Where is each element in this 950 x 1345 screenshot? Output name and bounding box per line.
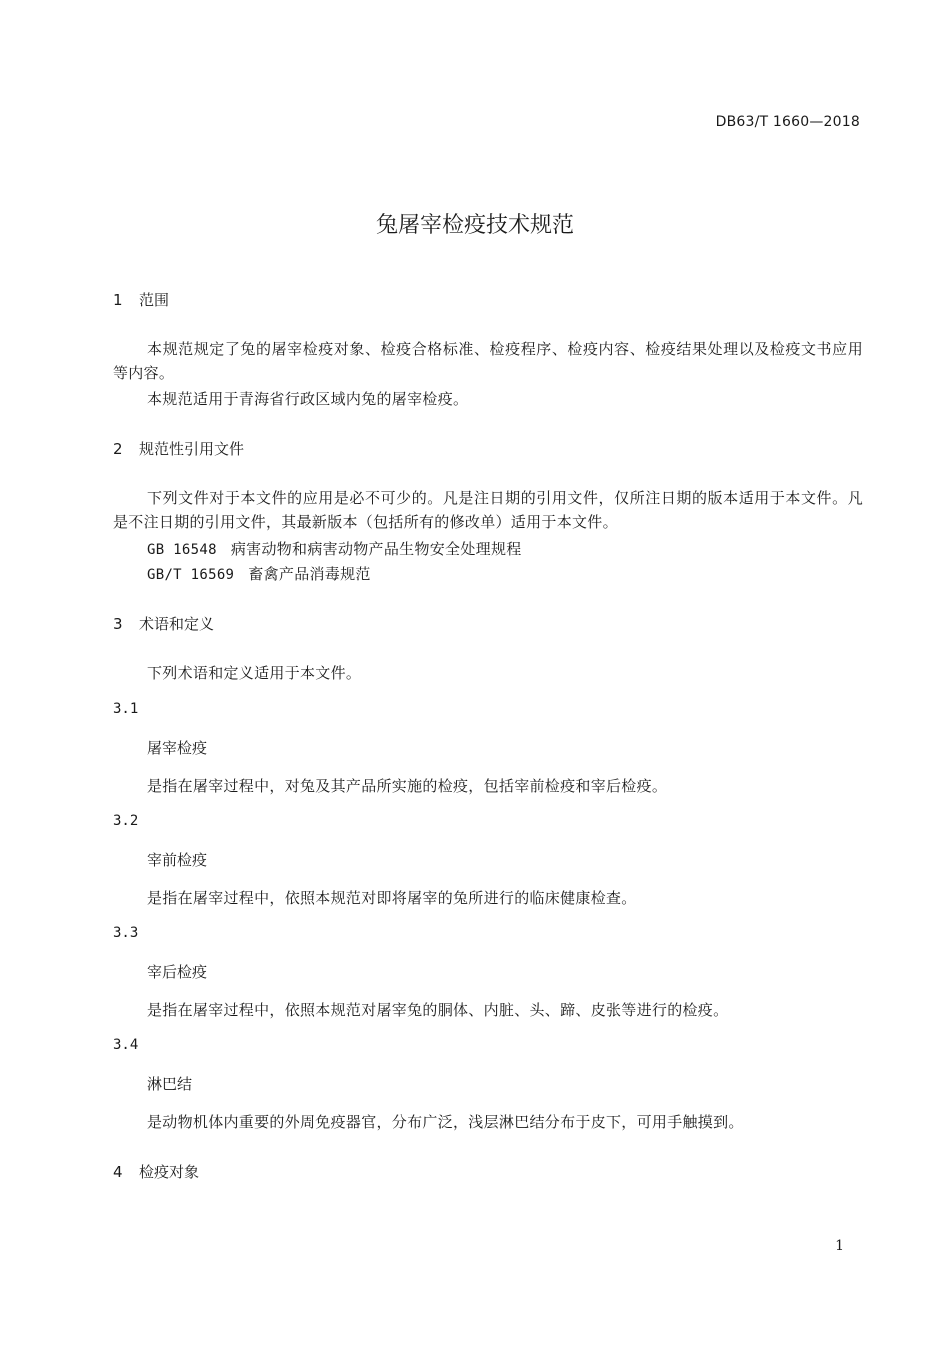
section-heading-references — [113, 438, 244, 459]
reference-code: GB 16548 — [147, 542, 217, 558]
section-heading-inspection-objects — [113, 1161, 199, 1182]
section-number: 3 — [113, 615, 123, 633]
term-number: 3.2 — [113, 813, 139, 829]
reference-title: 畜禽产品消毒规范 — [248, 565, 371, 583]
section-number: 4 — [113, 1163, 123, 1181]
section-number: 1 — [113, 291, 123, 309]
section-number: 2 — [113, 440, 123, 458]
section-title: 检疫对象 — [139, 1163, 200, 1181]
term-name: 屠宰检疫 — [147, 739, 208, 757]
reference-code: GB/T 16569 — [147, 567, 235, 583]
term-name: 宰前检疫 — [147, 851, 208, 869]
term-number: 3.4 — [113, 1037, 139, 1053]
reference-title: 病害动物和病害动物产品生物安全处理规程 — [230, 540, 522, 558]
page-number: 1 — [835, 1238, 844, 1254]
term-definition: 是指在屠宰过程中，对兔及其产品所实施的检疫，包括宰前检疫和宰后检疫。 — [147, 777, 668, 795]
references-intro: 下列文件对于本文件的应用是必不可少的。凡是注日期的引用文件，仅所注日期的版本适用于本文件。凡是不注日期的引用文件，其最新版本（包括所有的修改单）适用于本文件。 — [113, 489, 863, 531]
section-title: 范围 — [139, 291, 170, 309]
section-title: 规范性引用文件 — [139, 440, 245, 458]
term-definition: 是动物机体内重要的外周免疫器官，分布广泛，浅层淋巴结分布于皮下，可用手触摸到。 — [147, 1113, 744, 1131]
section-title: 术语和定义 — [139, 615, 215, 633]
section-heading-scope — [113, 289, 169, 310]
term-number: 3.3 — [113, 925, 139, 941]
term-name: 淋巴结 — [147, 1075, 193, 1093]
scope-paragraph-2: 本规范适用于青海省行政区域内兔的屠宰检疫。 — [147, 390, 469, 408]
term-definition: 是指在屠宰过程中，依照本规范对即将屠宰的兔所进行的临床健康检查。 — [147, 889, 637, 907]
section-heading-terms — [113, 613, 214, 634]
standard-code: DB63/T 1660—2018 — [715, 114, 860, 130]
terms-intro: 下列术语和定义适用于本文件。 — [147, 664, 362, 682]
term-definition: 是指在屠宰过程中，依照本规范对屠宰兔的胴体、内脏、头、蹄、皮张等进行的检疫。 — [147, 1001, 729, 1019]
term-number: 3.1 — [113, 701, 139, 717]
scope-paragraph-1: 本规范规定了兔的屠宰检疫对象、检疫合格标准、检疫程序、检疫内容、检疫结果处理以及检疫文书应用等内容。 — [113, 340, 863, 382]
term-name: 宰后检疫 — [147, 963, 208, 981]
reference-item — [147, 538, 522, 559]
reference-item — [147, 563, 371, 584]
document-title: 兔屠宰检疫技术规范 — [375, 213, 574, 238]
